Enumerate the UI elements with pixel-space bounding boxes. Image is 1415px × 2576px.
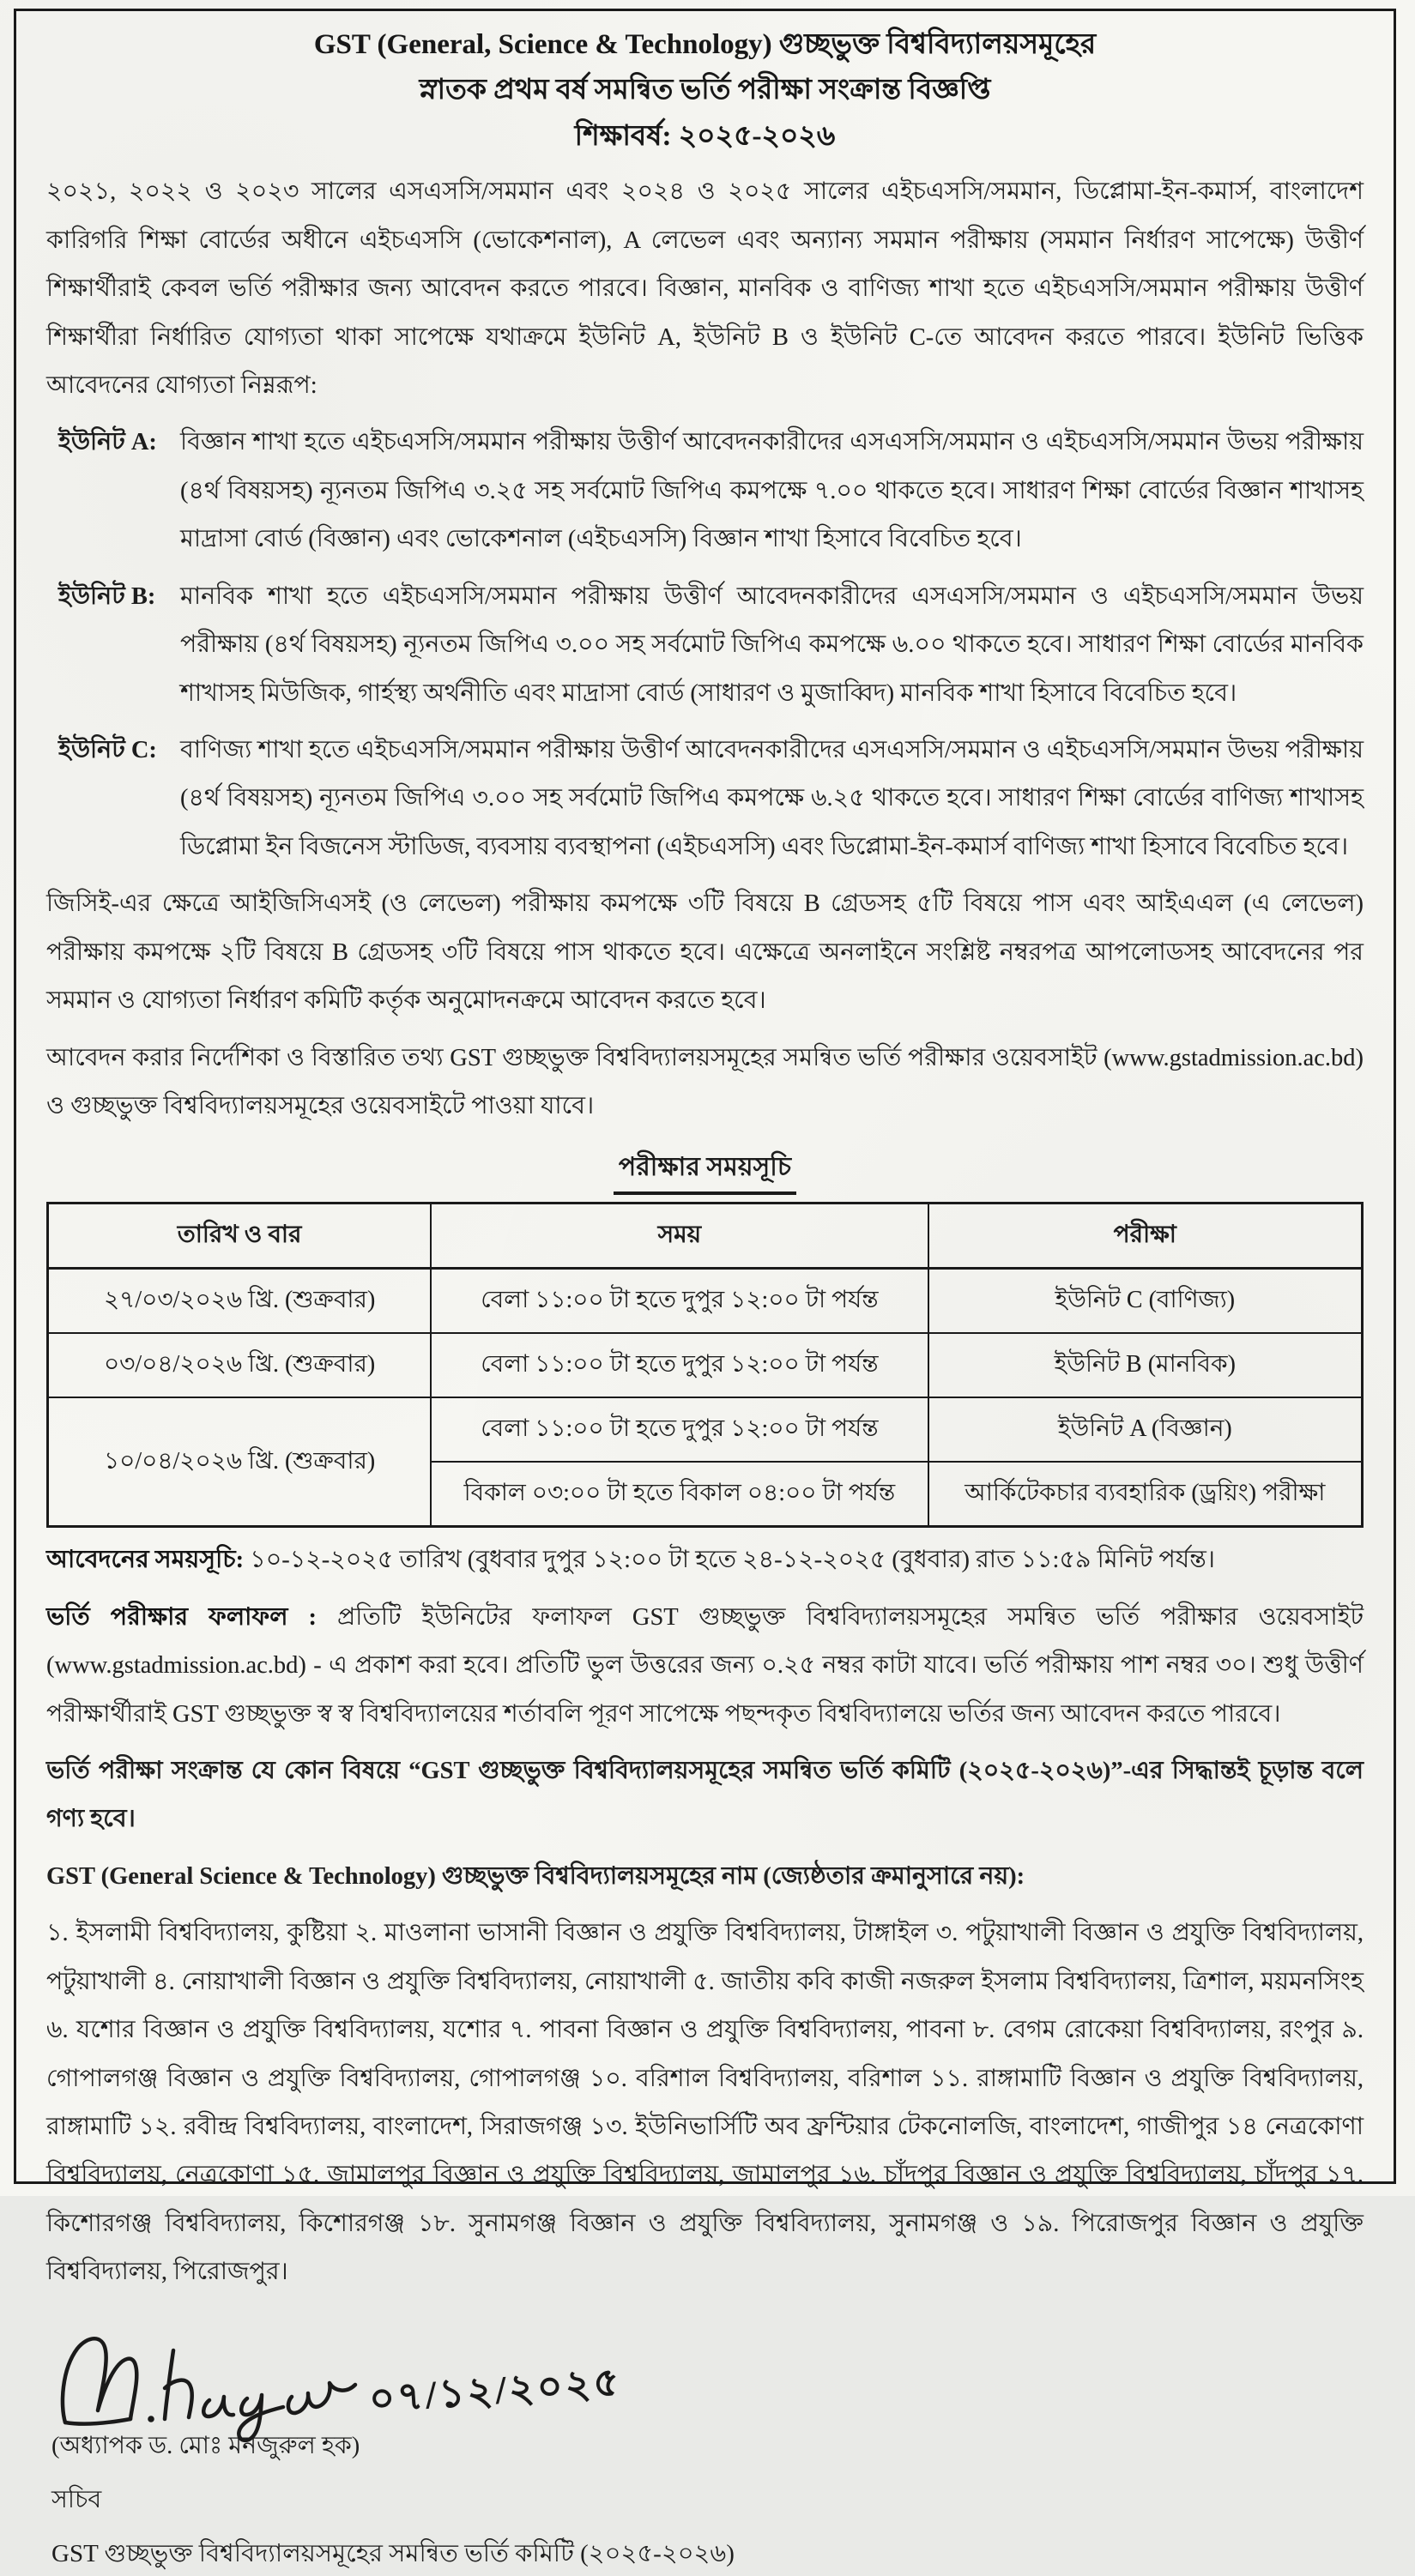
row3-exam: ইউনিট A (বিজ্ঞান) xyxy=(928,1397,1363,1462)
row1-date: ২৭/০৩/২০২৬ খ্রি. (শুক্রবার) xyxy=(48,1269,432,1334)
signatory-designation: সচিব xyxy=(51,2486,102,2513)
result-paragraph xyxy=(46,1594,1364,1739)
row2-date: ০৩/০৪/২০২৬ খ্রি. (শুক্রবার) xyxy=(48,1333,432,1397)
signature-block xyxy=(51,2313,1364,2576)
handwritten-date: ০৭/১২/২০২৫ xyxy=(367,2359,623,2421)
final-decision-paragraph: ভর্তি পরীক্ষা সংক্রান্ত যে কোন বিষয়ে “GST গুচ্ছভুক্ত বিশ্ববিদ্যালয়সমূহের সমন্বিত ভর্তি কমিটি (২০২৫-২০২৬)”-এর সিদ্ধান্তই চূড়ান্ত বলে গণ্য হবে। xyxy=(46,1758,1364,1833)
handwritten-signature-icon xyxy=(51,2313,378,2441)
table-row xyxy=(48,1269,1363,1334)
result-text: প্রতিটি ইউনিটের ফলাফল GST গুচ্ছভুক্ত বিশ্ববিদ্যালয়সমূহের সমন্বিত ভর্তি পরীক্ষার ওয়েবসাইট (www.gstadmission.ac.bd) - এ প্রকাশ করা হবে। প্রতিটি ভুল উত্তরের জন্য ০.২৫ নম্বর কাটা যাবে। ভর্তি পরীক্ষায় পাশ নম্বর ৩০। শুধু উত্তীর্ণ পরীক্ষার্থীরাই GST গুচ্ছভুক্ত স্ব স্ব বিশ্ববিদ্যালয়ের শর্তাবলি পূরণ সাপেক্ষে পছন্দকৃত বিশ্ববিদ্যালয়ে ভর্তির জন্য আবেদন করতে পারবে। xyxy=(46,1603,1364,1728)
application-schedule-lead: আবেদনের সময়সূচি: xyxy=(46,1547,245,1574)
unit-a-text: বিজ্ঞান শাখা হতে এইচএসসি/সমমান পরীক্ষায় উত্তীর্ণ আবেদনকারীদের এসএসসি/সমমান ও এইচএসসি/সমমান উভয় পরীক্ষায় (৪র্থ বিষয়সহ) ন্যূনতম জিপিএ ৩.২৫ সহ সর্বমোট জিপিএ কমপক্ষে ৭.০০ থাকতে হবে। সাধারণ শিক্ষা বোর্ডের বিজ্ঞান শাখাসহ মাদ্রাসা বোর্ড (বিজ্ঞান) এবং ভোকেশনাল (এইচএসসি) বিজ্ঞান শাখা হিসাবে বিবেচিত হবে। xyxy=(180,429,1364,553)
row1-exam: ইউনিট C (বাণিজ্য) xyxy=(928,1269,1363,1334)
unit-b-eligibility xyxy=(58,573,1364,718)
schedule-table-caption-text: পরীক্ষার সময়সূচি xyxy=(614,1146,796,1195)
unit-c-label: ইউনিট C: xyxy=(58,737,157,763)
application-schedule-text: ১০-১২-২০২৫ তারিখ (বুধবার দুপুর ১২:০০ টা হতে ২৪-১২-২০২৫ (বুধবার) রাত ১১:৫৯ মিনিট পর্যন্ত। xyxy=(244,1547,1215,1574)
row3-time: বেলা ১১:০০ টা হতে দুপুর ১২:০০ টা পর্যন্ত xyxy=(431,1397,928,1462)
header-time: সময় xyxy=(431,1204,928,1269)
intro-paragraph: ২০২১, ২০২২ ও ২০২৩ সালের এসএসসি/সমমান এবং ২০২৪ ও ২০২৫ সালের এইচএসসি/সমমান, ডিপ্লোমা-ইন-কমার্স, বাংলাদেশ কারিগরি শিক্ষা বোর্ডের অধীনে এইচএসসি (ভোকেশনাল), A লেভেল এবং অন্যান্য সমমান পরীক্ষায় (সমমান নির্ধারণ সাপেক্ষে) উত্তীর্ণ শিক্ষার্থীরাই কেবল ভর্তি পরীক্ষার জন্য আবেদন করতে পারবে। বিজ্ঞান, মানবিক ও বাণিজ্য শাখা হতে এইচএসসি/সমমান পরীক্ষায় উত্তীর্ণ শিক্ষার্থীরা নির্ধারিত যোগ্যতা থাকা সাপেক্ষে যথাক্রমে ইউনিট A, ইউনিট B ও ইউনিট C-তে আবেদন করতে পারবে। ইউনিট ভিত্তিক আবেদনের যোগ্যতা নিম্নরূপ: xyxy=(46,178,1364,400)
title-line-1: GST (General, Science & Technology) গুচ্ছভুক্ত বিশ্ববিদ্যালয়সমূহের xyxy=(313,29,1097,60)
unit-a-label: ইউনিট A: xyxy=(58,429,157,456)
row2-time: বেলা ১১:০০ টা হতে দুপুর ১২:০০ টা পর্যন্ত xyxy=(431,1333,928,1397)
row2-exam: ইউনিট B (মানবিক) xyxy=(928,1333,1363,1397)
title-line-3-academic-year: শিক্ষাবর্ষ: ২০২৫-২০২৬ xyxy=(574,120,836,152)
unit-b-text: মানবিক শাখা হতে এইচএসসি/সমমান পরীক্ষায় উত্তীর্ণ আবেদনকারীদের এসএসসি/সমমান ও এইচএসসি/সমমান উভয় পরীক্ষায় (৪র্থ বিষয়সহ) ন্যূনতম জিপিএ ৩.০০ সহ সর্বমোট জিপিএ কমপক্ষে ৬.০০ থাকতে হবে। সাধারণ শিক্ষা বোর্ডের মানবিক শাখাসহ মিউজিক, গার্হস্থ্য অর্থনীতি এবং মাদ্রাসা বোর্ড (সাধারণ ও মুজাব্বিদ) মানবিক শাখা হিসাবে বিবেচিত হবে। xyxy=(180,582,1364,707)
row4-time: বিকাল ০৩:০০ টা হতে বিকাল ০৪:০০ টা পর্যন্ত xyxy=(431,1462,928,1527)
unit-c-eligibility xyxy=(58,727,1364,872)
unit-a-eligibility xyxy=(58,419,1364,564)
signatory-organization: GST গুচ্ছভুক্ত বিশ্ববিদ্যালয়সমূহের সমন্বিত ভর্তি কমিটি (২০২৫-২০২৬) xyxy=(51,2539,735,2567)
schedule-header-row xyxy=(48,1204,1363,1269)
exam-schedule-table xyxy=(46,1202,1364,1528)
document-content xyxy=(46,22,1364,2576)
unit-c-text: বাণিজ্য শাখা হতে এইচএসসি/সমমান পরীক্ষায় উত্তীর্ণ আবেদনকারীদের এসএসসি/সমমান ও এইচএসসি/সমমান উভয় পরীক্ষায় (৪র্থ বিষয়সহ) ন্যূনতম জিপিএ ৩.০০ সহ সর্বমোট জিপিএ কমপক্ষে ৬.২৫ থাকতে হবে। সাধারণ শিক্ষা বোর্ডের বাণিজ্য শাখাসহ ডিপ্লোমা ইন বিজনেস স্টাডিজ, ব্যবসায় ব্যবস্থাপনা (এইচএসসি) এবং ডিপ্লোমা-ইন-কমার্স বাণিজ্য শাখা হিসাবে বিবেচিত হবে। xyxy=(180,737,1364,860)
unit-b-label: ইউনিট B: xyxy=(58,582,156,610)
title-block xyxy=(46,22,1364,160)
schedule-table-caption xyxy=(46,1146,1364,1195)
website-paragraph: আবেদন করার নির্দেশিকা ও বিস্তারিত তথ্য GST গুচ্ছভুক্ত বিশ্ববিদ্যালয়সমূহের সমন্বিত ভর্তি পরীক্ষার ওয়েবসাইট (www.gstadmission.ac.bd) ও গুচ্ছভুক্ত বিশ্ববিদ্যালয়সমূহের ওয়েবসাইটে পাওয়া যাবে। xyxy=(46,1044,1364,1119)
row3-date-merged: ১০/০৪/২০২৬ খ্রি. (শুক্রবার) xyxy=(48,1397,432,1527)
university-list-heading: GST (General Science & Technology) গুচ্ছভুক্ত বিশ্ববিদ্যালয়সমূহের নাম (জ্যেষ্ঠতার ক্রমানুসারে নয়): xyxy=(46,1862,1025,1890)
row4-exam: আর্কিটেকচার ব্যবহারিক (ড্রয়িং) পরীক্ষা xyxy=(928,1462,1363,1527)
header-date-day: তারিখ ও বার xyxy=(48,1204,432,1269)
table-row xyxy=(48,1397,1363,1462)
signatory-name: (অধ্যাপক ড. মোঃ মনজুরুল হক) xyxy=(51,2432,360,2459)
table-row xyxy=(48,1333,1363,1397)
result-lead: ভর্তি পরীক্ষার ফলাফল : xyxy=(46,1603,317,1631)
application-schedule-paragraph xyxy=(46,1536,1364,1584)
signature-row xyxy=(51,2313,1364,2441)
title-line-2: স্নাতক প্রথম বর্ষ সমন্বিত ভর্তি পরীক্ষা সংক্রান্ত বিজ্ঞপ্তি xyxy=(419,75,991,106)
row1-time: বেলা ১১:০০ টা হতে দুপুর ১২:০০ টা পর্যন্ত xyxy=(431,1269,928,1334)
header-exam: পরীক্ষা xyxy=(928,1204,1363,1269)
gce-paragraph: জিসিই-এর ক্ষেত্রে আইজিসিএসই (ও লেভেল) পরীক্ষায় কমপক্ষে ৩টি বিষয়ে B গ্রেডসহ ৫টি বিষয়ে পাস এবং আইএএল (এ লেভেল) পরীক্ষায় কমপক্ষে ২টি বিষয়ে B গ্রেডসহ ৩টি বিষয়ে পাস থাকতে হবে। এক্ষেত্রে অনলাইনে সংশ্লিষ্ট নম্বরপত্র আপলোডসহ আবেদনের পর সমমান ও যোগ্যতা নির্ধারণ কমিটি কর্তৃক অনুমোদনক্রমে আবেদন করতে হবে। xyxy=(46,890,1364,1015)
university-list-text: ১. ইসলামী বিশ্ববিদ্যালয়, কুষ্টিয়া ২. মাওলানা ভাসানী বিজ্ঞান ও প্রযুক্তি বিশ্ববিদ্যালয়, টাঙ্গাইল ৩. পটুয়াখালী বিজ্ঞান ও প্রযুক্তি বিশ্ববিদ্যালয়, পটুয়াখালী ৪. নোয়াখালী বিজ্ঞান ও প্রযুক্তি বিশ্ববিদ্যালয়, নোয়াখালী ৫. জাতীয় কবি কাজী নজরুল ইসলাম বিশ্ববিদ্যালয়, ত্রিশাল, ময়মনসিংহ ৬. যশোর বিজ্ঞান ও প্রযুক্তি বিশ্ববিদ্যালয়, যশোর ৭. পাবনা বিজ্ঞান ও প্রযুক্তি বিশ্ববিদ্যালয়, পাবনা ৮. বেগম রোকেয়া বিশ্ববিদ্যালয়, রংপুর ৯. গোপালগঞ্জ বিজ্ঞান ও প্রযুক্তি বিশ্ববিদ্যালয়, গোপালগঞ্জ ১০. বরিশাল বিশ্ববিদ্যালয়, বরিশাল ১১. রাঙ্গামাটি বিজ্ঞান ও প্রযুক্তি বিশ্ববিদ্যালয়, রাঙ্গামাটি ১২. রবীন্দ্র বিশ্ববিদ্যালয়, বাংলাদেশ, সিরাজগঞ্জ ১৩. ইউনিভার্সিটি অব ফ্রন্টিয়ার টেকনোলজি, বাংলাদেশ, গাজীপুর ১৪ নেত্রকোণা বিশ্ববিদ্যালয়, নেত্রকোণা ১৫. জামালপুর বিজ্ঞান ও প্রযুক্তি বিশ্ববিদ্যালয়, জামালপুর ১৬. চাঁদপুর বিজ্ঞান ও প্রযুক্তি বিশ্ববিদ্যালয়, চাঁদপুর ১৭. কিশোরগঞ্জ বিশ্ববিদ্যালয়, কিশোরগঞ্জ ১৮. সুনামগঞ্জ বিজ্ঞান ও প্রযুক্তি বিশ্ববিদ্যালয়, সুনামগঞ্জ ও ১৯. পিরোজপুর বিজ্ঞান ও প্রযুক্তি বিশ্ববিদ্যালয়, পিরোজপুর। xyxy=(46,1920,1364,2286)
